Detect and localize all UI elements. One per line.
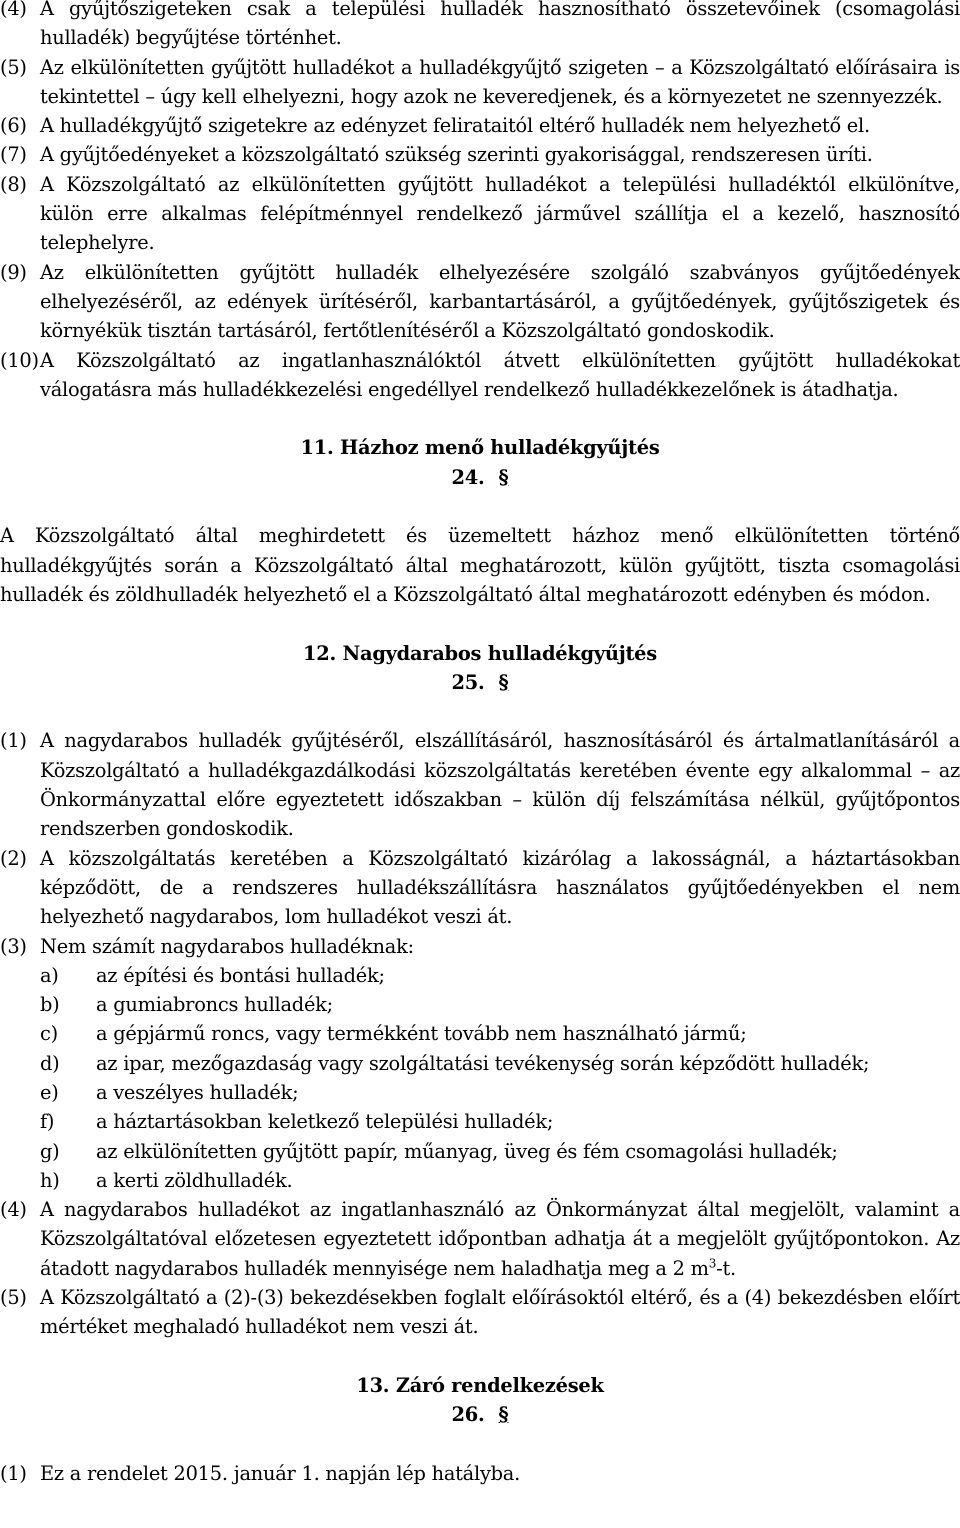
list-item xyxy=(0,990,960,1019)
chapter-heading-12: 12. Nagydarabos hulladékgyűjtés xyxy=(303,641,657,665)
paragraph-number: (10) xyxy=(0,348,39,372)
spacer xyxy=(0,697,960,726)
list-item-text: az ipar, mezőgazdaság vagy szolgáltatási tevékenység során képződött hulladék; xyxy=(96,1051,870,1075)
section-sign: § xyxy=(498,670,509,694)
list-item xyxy=(0,1107,960,1136)
paragraph-number: (7) xyxy=(0,143,27,167)
list-item-text: az építési és bontási hulladék; xyxy=(96,963,385,987)
list-item-text: a veszélyes hulladék; xyxy=(96,1080,299,1104)
list-item-text: a gépjármű roncs, vagy termékként tovább nem használható jármű; xyxy=(96,1022,747,1046)
list-item-letter: f) xyxy=(40,1110,55,1134)
section-heading-24 xyxy=(0,463,960,492)
paragraph-text: A gyűjtőszigeteken csak a települési hulladék hasznosítható összetevőinek (csomagolási hulladék) begyűjtése történhet. xyxy=(40,0,960,50)
section-25-paragraph-2 xyxy=(0,844,960,932)
section-sign: § xyxy=(498,1403,509,1427)
section-25-paragraph-5 xyxy=(0,1283,960,1342)
paragraph-6 xyxy=(0,111,960,140)
spacer xyxy=(0,1430,960,1459)
paragraph-number: (8) xyxy=(0,172,27,196)
paragraph-number: (5) xyxy=(0,1286,27,1310)
list-item-letter: d) xyxy=(40,1051,60,1075)
paragraph-number: (6) xyxy=(0,114,27,138)
section-24-text: A Közszolgáltató által meghirdetett és üzemeltett házhoz menő elkülönítetten történő hulladékgyűjtés során a Közszolgáltató által meghatározott, külön gyűjtött, tiszta csomagolási hulladék és zöldhulladék helyezhető el a Közszolgáltató által meghatározott edényben és módon. xyxy=(0,524,960,606)
paragraph-text: Ez a rendelet 2015. január 1. napján lép hatályba. xyxy=(40,1461,521,1485)
paragraph-number: (4) xyxy=(0,1198,27,1222)
paragraph-text: A Közszolgáltató az elkülönítetten gyűjtött hulladékot a települési hulladéktól elkülönítve, külön erre alkalmas felépítménnyel rendelkező járművel szállítja el a kezelő, hasznosító telephelyre. xyxy=(40,172,960,255)
section-number: 24. xyxy=(451,465,485,489)
paragraph-text: A közszolgáltatás keretében a Közszolgáltató kizárólag a lakosságnál, a háztartásokban képződött, de a rendszeres hulladékszállításra használatos gyűjtőedényekben el nem helyezhető nagydarabos, lom hulladékot veszi át. xyxy=(40,846,960,929)
paragraph-text: Az elkülönítetten gyűjtött hulladék elhelyezésére szolgáló szabványos gyűjtőedények elhelyezéséről, az edények ürítéséről, karbantartásáról, a gyűjtőedények, gyűjtőszigetek és környékük tisztán tartásáról, fertőtlenítéséről a Közszolgáltató gondoskodik. xyxy=(40,260,960,343)
paragraph-4 xyxy=(0,0,960,53)
list-item-letter: b) xyxy=(40,993,60,1017)
list-item-letter: e) xyxy=(40,1080,59,1104)
paragraph-text: A hulladékgyűjtő szigetekre az edényzet felirataitól eltérő hulladék nem helyezhető el. xyxy=(40,114,870,138)
section-25-paragraph-4 xyxy=(0,1195,960,1283)
chapter-heading-13: 13. Záró rendelkezések xyxy=(356,1373,604,1397)
spacer xyxy=(0,404,960,433)
spacer xyxy=(0,1342,960,1371)
section-number: 25. xyxy=(451,670,485,694)
paragraph-number: (1) xyxy=(0,729,27,753)
chapter-heading-11: 11. Házhoz menő hulladékgyűjtés xyxy=(300,436,660,460)
list-item xyxy=(0,1019,960,1048)
paragraph-text-tail: -t. xyxy=(716,1256,736,1280)
section-heading-26 xyxy=(0,1400,960,1429)
list-item xyxy=(0,1166,960,1195)
section-25-paragraph-3 xyxy=(0,932,960,961)
paragraph-number: (5) xyxy=(0,55,27,79)
paragraph-text: A gyűjtőedényeket a közszolgáltató szükség szerinti gyakorisággal, rendszeresen üríti. xyxy=(40,143,873,167)
paragraph-text-main: A nagydarabos hulladékot az ingatlanhasználó az Önkormányzat által megjelölt, valamint a Közszolgáltatóval előzetesen egyeztetett időpontban adhatja át a megjelölt gyűjtőpontokon. Az átadott nagydarabos hulladék mennyisége nem haladhatja meg a 2 m xyxy=(40,1198,960,1280)
paragraph-8 xyxy=(0,170,960,258)
section-26-paragraph-1 xyxy=(0,1459,960,1488)
paragraph-number: (1) xyxy=(0,1461,27,1485)
section-sign: § xyxy=(498,465,509,489)
list-item-letter: h) xyxy=(40,1168,60,1192)
paragraph-number: (4) xyxy=(0,0,27,20)
list-item-text: az elkülönítetten gyűjtött papír, műanyag, üveg és fém csomagolási hulladék; xyxy=(96,1139,838,1163)
list-item xyxy=(0,1137,960,1166)
paragraph-text: Az elkülönítetten gyűjtött hulladékot a hulladékgyűjtő szigeten – a Közszolgáltató előírásaira is tekintettel – úgy kell elhelyezni, hogy azok ne keveredjenek, és a környezetet ne szennyezzék. xyxy=(40,55,960,108)
section-25-paragraph-1 xyxy=(0,726,960,843)
paragraph-number: (2) xyxy=(0,846,27,870)
spacer xyxy=(0,492,960,521)
section-heading-25 xyxy=(0,668,960,697)
superscript-exponent: 3 xyxy=(708,1256,717,1271)
paragraph-7 xyxy=(0,140,960,169)
list-item-text: a kerti zöldhulladék. xyxy=(96,1168,293,1192)
paragraph-number: (3) xyxy=(0,934,27,958)
list-item xyxy=(0,961,960,990)
paragraph-5 xyxy=(0,53,960,112)
list-item xyxy=(0,1078,960,1107)
list-item-letter: c) xyxy=(40,1022,58,1046)
list-item xyxy=(0,1049,960,1078)
paragraph-text: Nem számít nagydarabos hulladéknak: xyxy=(40,934,414,958)
list-item-text: a háztartásokban keletkező települési hulladék; xyxy=(96,1110,554,1134)
paragraph-text: A nagydarabos hulladék gyűjtéséről, elszállításáról, hasznosításáról és ártalmatlanításáról a Közszolgáltató a hulladékgazdálkodási közszolgáltatás keretében évente egy alkalommal – az Önkormányzattal előre egyeztetett időszakban – külön díj felszámítása nélkül, gyűjtőpontos rendszerben gondoskodik. xyxy=(40,729,960,841)
spacer xyxy=(0,609,960,638)
paragraph-text: A Közszolgáltató az ingatlanhasználóktól átvett elkülönítetten gyűjtött hulladékokat válogatásra más hulladékkezelési engedéllyel rendelkező hulladékkezelőnek is átadhatja. xyxy=(40,348,960,401)
paragraph-text xyxy=(40,1195,960,1283)
list-item-letter: g) xyxy=(40,1139,60,1163)
paragraph-number: (9) xyxy=(0,260,27,284)
list-item-text: a gumiabroncs hulladék; xyxy=(96,993,333,1017)
paragraph-10 xyxy=(0,346,960,405)
list-item-letter: a) xyxy=(40,963,59,987)
section-number: 26. xyxy=(451,1403,485,1427)
paragraph-9 xyxy=(0,258,960,346)
paragraph-text: A Közszolgáltató a (2)-(3) bekezdésekben foglalt előírásoktól eltérő, és a (4) bekezdésben előírt mértéket meghaladó hulladékot nem veszi át. xyxy=(40,1286,960,1339)
